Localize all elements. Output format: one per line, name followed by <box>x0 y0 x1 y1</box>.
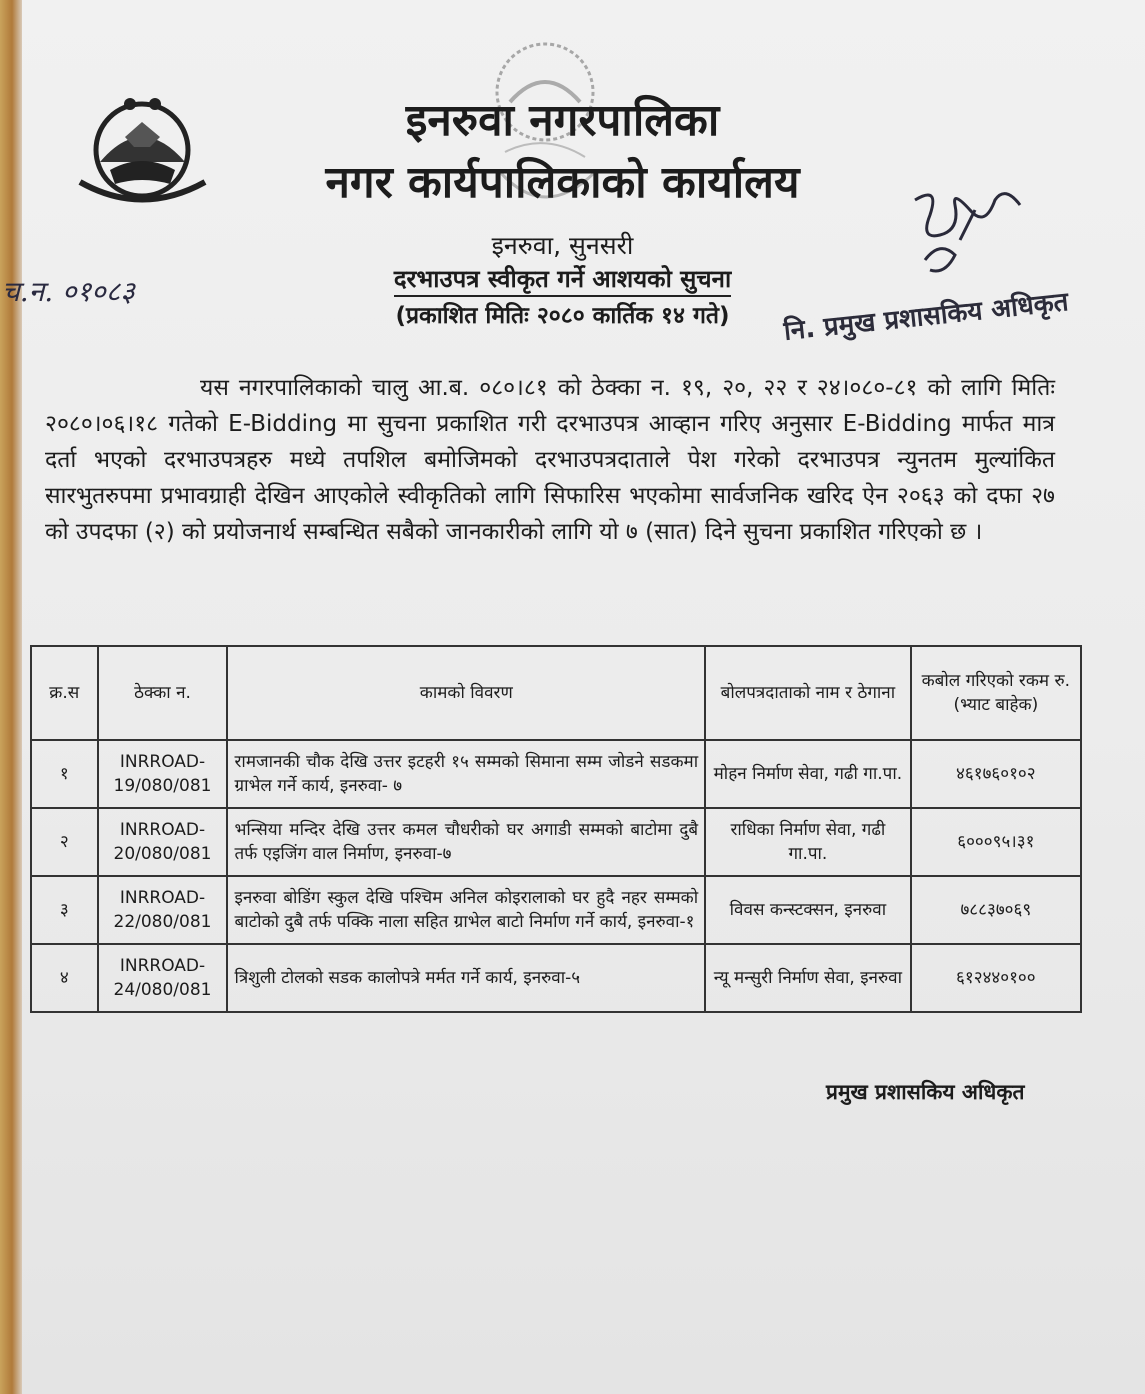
notice-body-text: यस नगरपालिकाको चालु आ.ब. ०८०।८१ को ठेक्का न. १९, २०, २२ र २४।०८०-८१ को लागि मितिः २०८०।०६।१८ गतेको E-Bidding मा सुचना प्रकाशित गरी दरभाउपत्र आव्हान गरिए अनुसार E-Bidding मार्फत मात्र दर्ता भएको दरभाउपत्रहरु मध्ये तपशिल बमोजिमको दरभाउपत्रदाताले पेश गरेको दरभाउपत्र न्युनतम मुल्यांकित सारभुतरुपमा प्रभावग्राही देखिन आएकोले स्वीकृतिको लागि सिफारिस भएकोमा सार्वजनिक खरिद ऐन २०६३ को दफा २७ को उपदफा (२) को प्रयोजनार्थ सम्बन्धित सबैको जानकारीको लागि यो ७ (सात) दिने सुचना प्रकाशित गरिएको छ । <box>45 375 1055 545</box>
cell-description: त्रिशुली टोलको सडक कालोपत्रे मर्मत गर्ने कार्य, इनरुवा-५ <box>227 944 705 1012</box>
cell-serial: ३ <box>31 876 98 944</box>
cell-amount: ६१२४४०१०० <box>911 944 1081 1012</box>
cell-contract-no: INRROAD-24/080/081 <box>98 944 228 1012</box>
cell-amount: ४६१७६०१०२ <box>911 740 1081 808</box>
cell-contract-no: INRROAD-22/080/081 <box>98 876 228 944</box>
cell-amount: ६०००९५।३१ <box>911 808 1081 876</box>
cell-contract-no: INRROAD-20/080/081 <box>98 808 228 876</box>
notice-title-text: दरभाउपत्र स्वीकृत गर्ने आशयको सुचना <box>394 265 731 297</box>
cell-description: भन्सिया मन्दिर देखि उत्तर कमल चौधरीको घर अगाडी सम्मको बाटोमा दुबै तर्फ एइजिंग वाल निर्माण, इनरुवा-७ <box>227 808 705 876</box>
table-row <box>31 876 1081 944</box>
published-date: (प्रकाशित मितिः २०८० कार्तिक १४ गते) <box>395 303 730 329</box>
cell-serial: १ <box>31 740 98 808</box>
header-contract-no: ठेक्का न. <box>98 646 228 740</box>
table-row <box>31 740 1081 808</box>
table-row <box>31 808 1081 876</box>
cell-contract-no: INRROAD-19/080/081 <box>98 740 228 808</box>
municipality-name: इनरुवा नगरपालिका <box>405 95 720 146</box>
cell-amount: ७८८३७०६९ <box>911 876 1081 944</box>
header-amount: कबोल गरिएको रकम रु. (भ्याट बाहेक) <box>911 646 1081 740</box>
office-name: नगर कार्यपालिकाको कार्यालय <box>325 157 800 208</box>
cell-bidder: न्यू मन्सुरी निर्माण सेवा, इनरुवा <box>705 944 911 1012</box>
notice-body <box>45 370 1055 550</box>
cell-bidder: राधिका निर्माण सेवा, गढी गा.पा. <box>705 808 911 876</box>
cell-serial: ४ <box>31 944 98 1012</box>
officer-stamp: नि. प्रमुख प्रशासकिय अधिकृत <box>782 287 1070 347</box>
header-bidder: बोलपत्रदाताको नाम र ठेगाना <box>705 646 911 740</box>
notice-title <box>0 262 1135 295</box>
reference-number: च.न. ०१०८३ <box>2 275 135 308</box>
cell-description: इनरुवा बोडिंग स्कुल देखि पश्चिम अनिल कोइरालाको घर हुदै नहर सम्मको बाटोको दुबै तर्फ पक्कि नाला सहित ग्राभेल बाटो निर्माण गर्ने कार्य, इनरुवा-१ <box>227 876 705 944</box>
cell-bidder: विवस कन्स्टक्सन, इनरुवा <box>705 876 911 944</box>
table-header-row <box>31 646 1081 740</box>
cell-serial: २ <box>31 808 98 876</box>
cell-description: रामजानकी चौक देखि उत्तर इटहरी १५ सम्मको सिमाना सम्म जोडने सडकमा ग्राभेल गर्ने कार्य, इनरुवा- ७ <box>227 740 705 808</box>
header-serial: क्र.स <box>31 646 98 740</box>
bid-table <box>30 645 1082 1013</box>
signatory-title: प्रमुख प्रशासकिय अधिकृत <box>826 1080 1025 1104</box>
header-description: कामको विवरण <box>227 646 705 740</box>
cell-bidder: मोहन निर्माण सेवा, गढी गा.पा. <box>705 740 911 808</box>
office-address: इनरुवा, सुनसरी <box>491 231 634 260</box>
table-row <box>31 944 1081 1012</box>
